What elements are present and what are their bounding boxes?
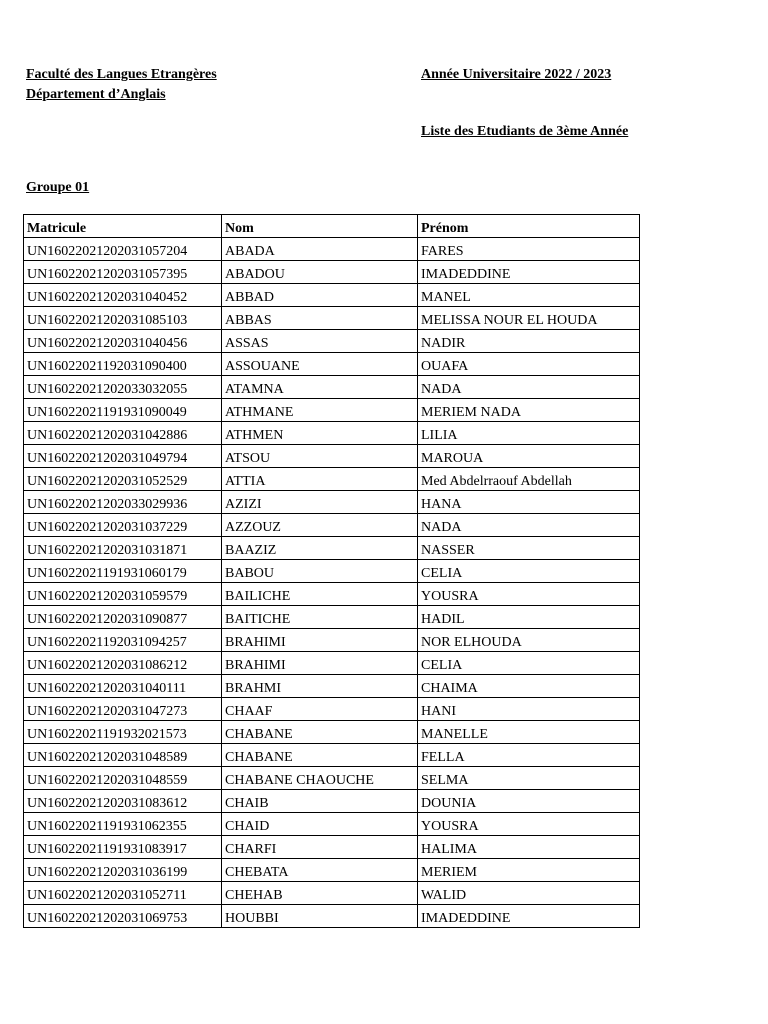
cell-prenom: CHAIMA — [418, 675, 640, 698]
cell-nom: BAILICHE — [222, 583, 418, 606]
table-row — [24, 537, 640, 560]
cell-prenom: NADA — [418, 514, 640, 537]
cell-nom: CHAAF — [222, 698, 418, 721]
table-header-row — [24, 215, 640, 238]
cell-matricule: UN16022021202033032055 — [24, 376, 222, 399]
cell-prenom: MAROUA — [418, 445, 640, 468]
cell-prenom: HANI — [418, 698, 640, 721]
cell-prenom: FARES — [418, 238, 640, 261]
cell-matricule: UN16022021202031037229 — [24, 514, 222, 537]
cell-matricule: UN16022021192031090400 — [24, 353, 222, 376]
table-row — [24, 721, 640, 744]
table-row — [24, 422, 640, 445]
cell-nom: HOUBBI — [222, 905, 418, 928]
cell-matricule: UN16022021202031059579 — [24, 583, 222, 606]
cell-matricule: UN16022021202031083612 — [24, 790, 222, 813]
table-row — [24, 491, 640, 514]
cell-matricule: UN16022021202031031871 — [24, 537, 222, 560]
cell-prenom: NASSER — [418, 537, 640, 560]
cell-matricule: UN16022021202031040111 — [24, 675, 222, 698]
cell-nom: BABOU — [222, 560, 418, 583]
table-row — [24, 261, 640, 284]
table-row — [24, 238, 640, 261]
cell-matricule: UN16022021202031086212 — [24, 652, 222, 675]
cell-nom: ABBAS — [222, 307, 418, 330]
cell-prenom: CELIA — [418, 652, 640, 675]
faculty-heading: Faculté des Langues Etrangères — [26, 67, 217, 82]
list-title: Liste des Etudiants de 3ème Année — [421, 124, 629, 139]
cell-nom: CHABANE — [222, 744, 418, 767]
cell-matricule: UN16022021202031090877 — [24, 606, 222, 629]
cell-prenom: WALID — [418, 882, 640, 905]
cell-prenom: MERIEM — [418, 859, 640, 882]
table-row — [24, 307, 640, 330]
cell-prenom: SELMA — [418, 767, 640, 790]
cell-prenom: HALIMA — [418, 836, 640, 859]
table-row — [24, 859, 640, 882]
table-row — [24, 468, 640, 491]
cell-matricule: UN16022021202031057395 — [24, 261, 222, 284]
cell-matricule: UN16022021202031042886 — [24, 422, 222, 445]
cell-prenom: DOUNIA — [418, 790, 640, 813]
cell-prenom: FELLA — [418, 744, 640, 767]
cell-matricule: UN16022021202031052529 — [24, 468, 222, 491]
column-header-prenom: Prénom — [418, 215, 640, 238]
cell-prenom: NADA — [418, 376, 640, 399]
cell-prenom: HANA — [418, 491, 640, 514]
cell-nom: ATTIA — [222, 468, 418, 491]
table-row — [24, 606, 640, 629]
cell-matricule: UN16022021192031094257 — [24, 629, 222, 652]
cell-prenom: HADIL — [418, 606, 640, 629]
table-row — [24, 836, 640, 859]
table-row — [24, 790, 640, 813]
table-body — [24, 238, 640, 928]
table-row — [24, 514, 640, 537]
cell-nom: ABADA — [222, 238, 418, 261]
cell-prenom: CELIA — [418, 560, 640, 583]
table-row — [24, 399, 640, 422]
table-row — [24, 744, 640, 767]
table-row — [24, 445, 640, 468]
cell-nom: ATAMNA — [222, 376, 418, 399]
cell-nom: BAAZIZ — [222, 537, 418, 560]
cell-matricule: UN16022021191931062355 — [24, 813, 222, 836]
table-row — [24, 652, 640, 675]
cell-prenom: MERIEM NADA — [418, 399, 640, 422]
cell-nom: CHEBATA — [222, 859, 418, 882]
cell-prenom: Med Abdelrraouf Abdellah — [418, 468, 640, 491]
cell-matricule: UN16022021202031069753 — [24, 905, 222, 928]
table-row — [24, 583, 640, 606]
cell-prenom: IMADEDDINE — [418, 905, 640, 928]
cell-nom: ATHMANE — [222, 399, 418, 422]
cell-matricule: UN16022021202031057204 — [24, 238, 222, 261]
column-header-nom: Nom — [222, 215, 418, 238]
academic-year: Année Universitaire 2022 / 2023 — [421, 67, 612, 82]
column-header-matricule: Matricule — [24, 215, 222, 238]
cell-matricule: UN16022021191931090049 — [24, 399, 222, 422]
cell-nom: CHABANE CHAOUCHE — [222, 767, 418, 790]
table-row — [24, 330, 640, 353]
cell-prenom: YOUSRA — [418, 813, 640, 836]
cell-prenom: MELISSA NOUR EL HOUDA — [418, 307, 640, 330]
cell-matricule: UN16022021202031040452 — [24, 284, 222, 307]
table-row — [24, 905, 640, 928]
cell-nom: ABBAD — [222, 284, 418, 307]
cell-nom: BAITICHE — [222, 606, 418, 629]
cell-prenom: LILIA — [418, 422, 640, 445]
cell-matricule: UN16022021191932021573 — [24, 721, 222, 744]
table-row — [24, 353, 640, 376]
cell-matricule: UN16022021191931083917 — [24, 836, 222, 859]
cell-nom: ATHMEN — [222, 422, 418, 445]
cell-matricule: UN16022021202031052711 — [24, 882, 222, 905]
cell-nom: ASSAS — [222, 330, 418, 353]
table-row — [24, 376, 640, 399]
cell-prenom: IMADEDDINE — [418, 261, 640, 284]
cell-nom: CHABANE — [222, 721, 418, 744]
cell-prenom: NADIR — [418, 330, 640, 353]
cell-nom: AZIZI — [222, 491, 418, 514]
cell-nom: BRAHIMI — [222, 652, 418, 675]
cell-prenom: NOR ELHOUDA — [418, 629, 640, 652]
cell-matricule: UN16022021202033029936 — [24, 491, 222, 514]
cell-nom: ASSOUANE — [222, 353, 418, 376]
table-row — [24, 560, 640, 583]
table-row — [24, 882, 640, 905]
cell-nom: BRAHIMI — [222, 629, 418, 652]
cell-matricule: UN16022021202031048559 — [24, 767, 222, 790]
cell-nom: ATSOU — [222, 445, 418, 468]
table-row — [24, 284, 640, 307]
cell-nom: AZZOUZ — [222, 514, 418, 537]
cell-matricule: UN16022021191931060179 — [24, 560, 222, 583]
group-label: Groupe 01 — [26, 180, 90, 195]
table-row — [24, 698, 640, 721]
cell-nom: CHARFI — [222, 836, 418, 859]
cell-matricule: UN16022021202031085103 — [24, 307, 222, 330]
cell-matricule: UN16022021202031048589 — [24, 744, 222, 767]
department-heading: Département d’Anglais — [26, 87, 166, 102]
table-row — [24, 767, 640, 790]
cell-prenom: OUAFA — [418, 353, 640, 376]
cell-prenom: YOUSRA — [418, 583, 640, 606]
cell-matricule: UN16022021202031036199 — [24, 859, 222, 882]
table-row — [24, 813, 640, 836]
cell-nom: BRAHMI — [222, 675, 418, 698]
cell-nom: CHAIB — [222, 790, 418, 813]
cell-matricule: UN16022021202031040456 — [24, 330, 222, 353]
cell-matricule: UN16022021202031049794 — [24, 445, 222, 468]
cell-nom: CHEHAB — [222, 882, 418, 905]
cell-prenom: MANELLE — [418, 721, 640, 744]
cell-nom: ABADOU — [222, 261, 418, 284]
cell-prenom: MANEL — [418, 284, 640, 307]
table-row — [24, 675, 640, 698]
cell-nom: CHAID — [222, 813, 418, 836]
students-table — [23, 214, 640, 928]
cell-matricule: UN16022021202031047273 — [24, 698, 222, 721]
table-row — [24, 629, 640, 652]
